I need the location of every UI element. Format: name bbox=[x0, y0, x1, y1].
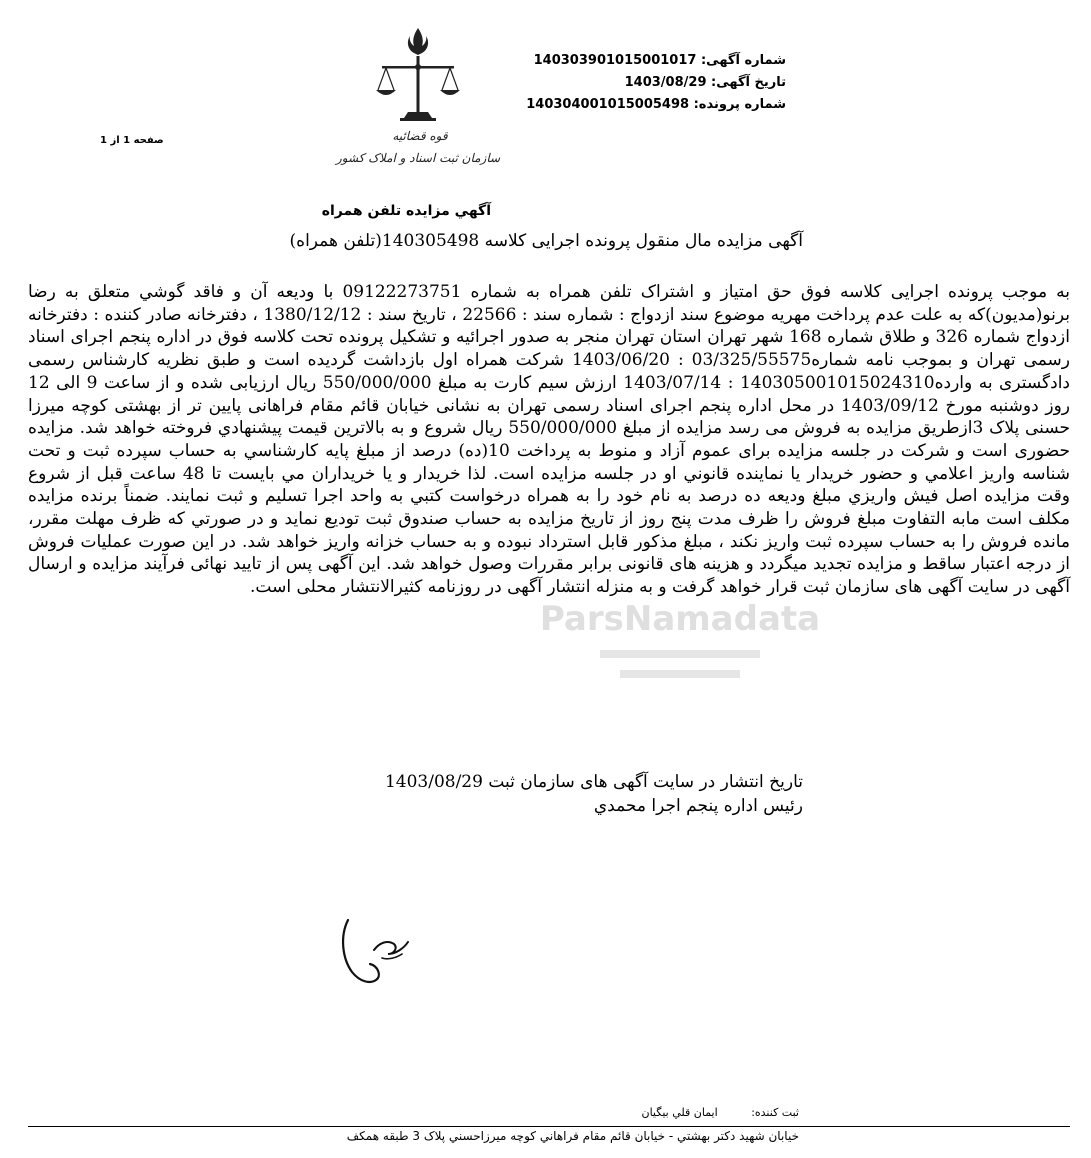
office-address: خیابان شهید دکتر بهشتي - خیابان قائم مقام فراهاني کوچه میرزاحسني پلاک 3 طبقه همکف bbox=[346, 1129, 799, 1143]
watermark-text: ParsNamadata bbox=[539, 599, 821, 639]
registrar-label: ثبت کننده: bbox=[751, 1106, 799, 1119]
publish-date-line: تاریخ انتشار در سایت آگهی های سازمان ثبت 1403/08/29 bbox=[384, 772, 803, 792]
registrar bbox=[642, 1106, 800, 1119]
footer-divider bbox=[28, 1126, 1070, 1127]
emblem-bottom-text: سازمان ثبت اسناد و املاک کشور bbox=[335, 151, 501, 165]
file-number-label: شماره پرونده: bbox=[693, 97, 786, 112]
notice-number-label: شماره آگهی: bbox=[700, 53, 786, 68]
notice-number-row bbox=[533, 50, 786, 72]
notice-date: 1403/08/29 bbox=[624, 75, 707, 90]
closing-block bbox=[385, 770, 803, 818]
document-title: آگهي مزايده تلفن همراه bbox=[321, 203, 491, 219]
signatory-line: رئیس اداره پنجم اجرا محمدي bbox=[593, 796, 803, 816]
document-subtitle: آگهی مزایده مال منقول پرونده اجرایی کلاسه 140305498(تلفن همراه) bbox=[289, 231, 803, 251]
notice-date-label: تاریخ آگهی: bbox=[711, 75, 786, 90]
notice-meta bbox=[526, 50, 786, 116]
emblem-top-text: قوه قضائیه bbox=[392, 129, 448, 143]
notice-body-paragraph: به موجب پرونده اجرایی کلاسه فوق حق امتیاز و اشتراک تلفن همراه به شماره 09122273751 با ودیعه آن و فاقد گوشي متعلق به رضا برنو(مدیون)که به علت عدم پرداخت مهریه موضوع سند ازدواج : شماره سند : 22566 ، تاریخ سند : 1380/12/12 ، دفترخانه صادر کننده : دفترخانه ازدواج شماره 326 و طلاق شماره 168 شهر تهران استان تهران منجر به صدور اجرائیه و تشکیل پرونده تحت کلاسه فوق در اداره پنجم اجرای اسناد رسمی تهران و بموجب نامه شماره03/325/55575 : 1403/06/20 شرکت همراه اول بازداشت گردیده است و طبق نظریه کارشناس رسمی دادگستری به وارده140305001015024310 : 1403/07/14 ارزش سیم کارت به مبلغ 550/000/000 ریال ارزیابی شده و از ساعت 9 الی 12 روز دوشنبه مورخ 1403/09/12 در محل اداره پنجم اجرای اسناد رسمی تهران به نشانی خیابان قائم مقام فراهانی پایین تر از بهشتی کوچه میرزا حسنی پلاک 3ازطریق مزایده به فروش می رسد مزایده از مبلغ 550/000/000 ریال شروع و به بالاترین قیمت پیشنهادي فروخته خواهد شد. مزایده حضوری است و شرکت در جلسه مزایده برای عموم آزاد و منوط به پرداخت 10(ده) درصد از مبلغ پایه کارشناسي به حساب سپرده ثبت و تحت شناسه واریز اعلامي و حضور خریدار یا نماینده قانوني او در جلسه مزایده است. لذا خریدار و یا خریداران مي بایست تا 48 ساعت قبل از شروع وقت مزایده اصل فیش واریزي مبلغ ودیعه ده درصد به نام خود را به همراه درخواست کتبي به واحد اجرا تسلیم و ثبت نمایند. ضمناً برنده مزایده مکلف است مابه التفاوت مبلغ فروش را ظرف مدت پنج روز از تاریخ مزایده به حساب صندوق ثبت تودیع نماید و در صورتي که ظرف مهلت مقرر، مانده فروش را به حساب سپرده ثبت واریز نکند ، مبلغ مذکور قابل استرداد نبوده و به حساب خزانه واریز خواهد شد. در این صورت عملیات فروش از درجه اعتبار ساقط و مزایده تجدید میگردد و هزینه های قانونی برابر مقررات وصول خواهد شد. این آگهی پس از تایید نهائی فرآیند مزایده و ارسال آگهی در سایت آگهی های سازمان ثبت قرار خواهد گرفت و به منزله انتشار آگهی در روزنامه کثیرالانتشار محلی است. bbox=[28, 282, 1071, 598]
signature-icon bbox=[318, 888, 438, 1008]
page-indicator: صفحه 1 از 1 bbox=[100, 135, 164, 146]
notice-date-row bbox=[536, 72, 786, 94]
judiciary-emblem-icon bbox=[335, 22, 501, 172]
notice-body bbox=[28, 281, 1070, 599]
registrar-name: ایمان قلي بیگیان bbox=[641, 1106, 718, 1119]
notice-number: 140303901015001017 bbox=[533, 53, 697, 68]
file-number: 140304001015005498 bbox=[526, 97, 690, 112]
file-number-row bbox=[526, 94, 786, 116]
